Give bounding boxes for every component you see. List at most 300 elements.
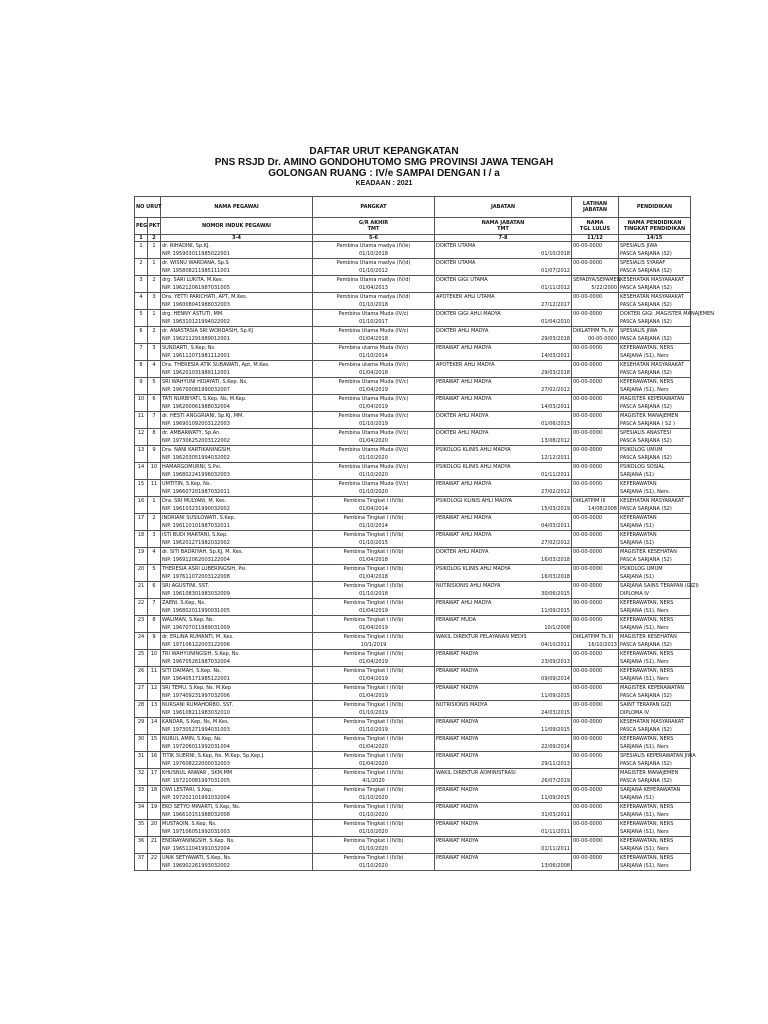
position-tmt: 01/04/2010 bbox=[541, 319, 570, 325]
rank-tmt: 01/04/2018 bbox=[359, 557, 388, 563]
cell-latihan bbox=[572, 242, 619, 259]
cell-peg: 7 bbox=[135, 344, 148, 361]
cell-peg: 29 bbox=[135, 718, 148, 735]
employee-name: Dra. SRI MULYANI, M. Kes. bbox=[162, 498, 227, 504]
rank: Pembina Utama Muda (IV/c) bbox=[338, 396, 409, 402]
education-level: SARJANA (S1), Ners bbox=[620, 387, 669, 393]
education-level: PASCA SARJANA (S2) bbox=[620, 506, 672, 512]
cell-latihan bbox=[572, 497, 619, 514]
position: PERAWAT AHLI MADYA bbox=[436, 481, 492, 487]
cell-latihan bbox=[572, 327, 619, 344]
position-tmt: 11/09/2015 bbox=[541, 608, 570, 614]
table-row bbox=[135, 837, 691, 854]
employee-nip: NIP. 196212061987031005 bbox=[162, 285, 230, 291]
position-tmt: 01/11/2011 bbox=[541, 829, 570, 835]
training-date: 00-00-0000 bbox=[587, 336, 617, 342]
cell-peg: 2 bbox=[135, 259, 148, 276]
training-name: 00-00-0000 bbox=[573, 396, 603, 402]
cell-peg: 24 bbox=[135, 633, 148, 650]
education: KESEHATAN MASYARAKAT bbox=[620, 498, 684, 504]
col-tmt-label: TMT bbox=[367, 226, 380, 232]
cell-pendidikan bbox=[619, 803, 691, 820]
employee-name: dr. RIHADINI, Sp.KJ. bbox=[162, 243, 211, 249]
cell-pangkat bbox=[313, 667, 435, 684]
position-tmt: 09/09/2014 bbox=[541, 676, 570, 682]
col-pangkat: PANGKAT bbox=[313, 197, 435, 218]
training-name: 00-00-0000 bbox=[573, 702, 603, 708]
position-tmt: 27/02/2012 bbox=[541, 540, 570, 546]
cell-jabatan bbox=[435, 667, 572, 684]
col-nama-jabatan bbox=[435, 218, 572, 235]
cell-pangkat bbox=[313, 259, 435, 276]
position-tmt: 01/06/2013 bbox=[541, 421, 570, 427]
title-line-1: DAFTAR URUT KEPANGKATAN bbox=[309, 146, 459, 157]
employee-nip: NIP. 197210081997031005 bbox=[162, 778, 230, 784]
position: DOKTER AHLI MADYA bbox=[436, 413, 489, 419]
education: KEPERAWATAN, NERS bbox=[620, 821, 674, 827]
cell-jabatan bbox=[435, 514, 572, 531]
cell-pangkat bbox=[313, 599, 435, 616]
rank: Pembina Tingkat I (IV/b) bbox=[343, 685, 404, 691]
rank-tmt: 01/04/2020 bbox=[359, 438, 388, 444]
personnel-table bbox=[134, 196, 715, 871]
employee-name: KHUSNUL ANWAR , SKM,MM bbox=[162, 770, 233, 776]
position-tmt: 01/11/2011 bbox=[541, 472, 570, 478]
position-tmt: 04/03/2011 bbox=[541, 523, 570, 529]
rank: Pembina Tingkat I (IV/b) bbox=[343, 753, 404, 759]
col-tmt2-label: TMT bbox=[497, 226, 509, 232]
position: DOKTER AHLI MADYA bbox=[436, 430, 489, 436]
education: KESEHATAN MASYARAKAT bbox=[620, 277, 684, 283]
cell-peg: 30 bbox=[135, 735, 148, 752]
cell-pkt: 10 bbox=[148, 650, 161, 667]
header-row-1 bbox=[135, 197, 691, 218]
cell-pendidikan bbox=[619, 378, 691, 395]
cell-nama bbox=[161, 531, 313, 548]
cell-nama bbox=[161, 514, 313, 531]
cell-peg: 28 bbox=[135, 701, 148, 718]
education: KEPERAWATAN, NERS bbox=[620, 838, 674, 844]
employee-name: SRI AGUSTINI, SST. bbox=[162, 583, 210, 589]
position: PERAWAT MADYA bbox=[436, 719, 479, 725]
cell-pangkat bbox=[313, 242, 435, 259]
rank: Pembina Tingkat I (IV/b) bbox=[343, 583, 404, 589]
table-row bbox=[135, 667, 691, 684]
rank: Pembina utama Muda (IV/c) bbox=[338, 362, 409, 368]
cell-pkt: 18 bbox=[148, 786, 161, 803]
cell-pangkat bbox=[313, 633, 435, 650]
employee-name: THERESIA ASRI LUBERINGSIH, Psi. bbox=[162, 566, 247, 572]
cell-nama bbox=[161, 463, 313, 480]
table-row bbox=[135, 361, 691, 378]
cell-latihan bbox=[572, 429, 619, 446]
col-no-urut: NO URUT bbox=[135, 197, 161, 218]
education-level: PASCA SARJANA (S2) bbox=[620, 251, 672, 257]
training-name: 00-00-0000 bbox=[573, 838, 603, 844]
cell-jabatan bbox=[435, 463, 572, 480]
cell-pangkat bbox=[313, 735, 435, 752]
cell-nama bbox=[161, 735, 313, 752]
col-nama-pegawai: NAMA PEGAWAI bbox=[161, 197, 313, 218]
position-tmt: 11/09/2015 bbox=[541, 727, 570, 733]
cell-pkt: 11 bbox=[148, 480, 161, 497]
cell-jabatan bbox=[435, 429, 572, 446]
cell-latihan bbox=[572, 480, 619, 497]
cell-pkt: 17 bbox=[148, 769, 161, 786]
cell-pangkat bbox=[313, 344, 435, 361]
cell-peg: 32 bbox=[135, 769, 148, 786]
education-level: SARJANA (S1), Ners bbox=[620, 608, 669, 614]
employee-nip: NIP. 197608222000032003 bbox=[162, 761, 230, 767]
rank-tmt: 01/04/2019 bbox=[359, 387, 388, 393]
table-row bbox=[135, 701, 691, 718]
employee-nip: NIP. 196203051994032002 bbox=[162, 455, 230, 461]
cell-jabatan bbox=[435, 276, 572, 293]
cell-latihan bbox=[572, 548, 619, 565]
cell-nama bbox=[161, 242, 313, 259]
position: PERAWAT AHLI MADYA bbox=[436, 515, 492, 521]
cell-pangkat bbox=[313, 446, 435, 463]
table-row bbox=[135, 752, 691, 769]
position-tmt: 15/03/2019 bbox=[541, 506, 570, 512]
education: KEPERAWATAN, NERS bbox=[620, 345, 674, 351]
training-name: 00-00-0000 bbox=[573, 345, 603, 351]
employee-nip: NIP. 197106122003122006 bbox=[162, 642, 230, 648]
employee-nip: NIP. 196607201987032011 bbox=[162, 489, 230, 495]
training-name: 00-00-0000 bbox=[573, 600, 603, 606]
employee-nip: NIP. 196103231990032002 bbox=[162, 506, 230, 512]
education-level: PASCA SARJANA (S2) bbox=[620, 642, 672, 648]
training-name: DIKLATPIM Tk.III bbox=[573, 634, 613, 640]
cell-nama bbox=[161, 548, 313, 565]
position: PERAWAT AHLI MADYA bbox=[436, 379, 492, 385]
table-row bbox=[135, 480, 691, 497]
education: KEPERAWATAN, NERS bbox=[620, 379, 674, 385]
table-row bbox=[135, 820, 691, 837]
position: PERAWAT MADYA bbox=[436, 651, 479, 657]
cell-nama bbox=[161, 276, 313, 293]
education: KEPERAWATAN, NERS bbox=[620, 804, 674, 810]
cell-nama bbox=[161, 667, 313, 684]
cell-pkt: 3 bbox=[148, 344, 161, 361]
cell-latihan bbox=[572, 820, 619, 837]
cell-pendidikan bbox=[619, 310, 715, 327]
cell-pendidikan bbox=[619, 242, 691, 259]
employee-name: Dra. THERESIA ATIK SUBAWATI, Apt, M.Kes. bbox=[162, 362, 270, 368]
cell-peg: 27 bbox=[135, 684, 148, 701]
cell-pendidikan bbox=[619, 752, 696, 769]
position-tmt: 16/03/2018 bbox=[541, 557, 570, 563]
employee-name: dr. AMBARWATY, Sp.An. bbox=[162, 430, 221, 436]
table-row bbox=[135, 582, 691, 599]
cell-pangkat bbox=[313, 769, 435, 786]
cell-latihan bbox=[572, 599, 619, 616]
rank-tmt: 01/10/2020 bbox=[359, 472, 388, 478]
education: DOKTER GIGI ,MAGISTER MANAJEMEN bbox=[620, 311, 715, 317]
position-tmt: 29/03/2018 bbox=[541, 336, 570, 342]
employee-name: SUNDARTI, S.Kep, Ns. bbox=[162, 345, 216, 351]
table-row bbox=[135, 633, 691, 650]
employee-name: SRI TEMU, S.Kep, Ns. M.Kep bbox=[162, 685, 232, 691]
employee-nip: NIP. 196707011989031009 bbox=[162, 625, 230, 631]
table-row bbox=[135, 718, 691, 735]
cell-latihan bbox=[572, 259, 619, 276]
rank-tmt: 01/04/2019 bbox=[359, 659, 388, 665]
education-level: PASCA SARJANA (S2) bbox=[620, 404, 672, 410]
position-tmt: 11/09/2015 bbox=[541, 693, 570, 699]
cell-pendidikan bbox=[619, 616, 691, 633]
employee-nip: NIP. 196901092003122003 bbox=[162, 421, 230, 427]
cell-pendidikan bbox=[619, 786, 691, 803]
position: PSIKOLOGI KLINIS AHLI MADYA bbox=[436, 498, 513, 504]
cell-latihan bbox=[572, 361, 619, 378]
position: PERAWAT MUDA bbox=[436, 617, 477, 623]
cell-jabatan bbox=[435, 361, 572, 378]
cell-pkt: 4 bbox=[148, 361, 161, 378]
rank-tmt: 01/10/2019 bbox=[359, 421, 388, 427]
cell-pkt: 12 bbox=[148, 684, 161, 701]
cell-jabatan bbox=[435, 616, 572, 633]
employee-nip: NIP. 196511041991032004 bbox=[162, 846, 230, 852]
training-name: 00-00-0000 bbox=[573, 719, 603, 725]
cell-pangkat bbox=[313, 293, 435, 310]
table-row bbox=[135, 548, 691, 565]
cell-pendidikan bbox=[619, 497, 691, 514]
cell-pendidikan bbox=[619, 769, 691, 786]
cell-nama bbox=[161, 412, 313, 429]
cell-jabatan bbox=[435, 446, 572, 463]
cell-peg: 19 bbox=[135, 548, 148, 565]
rank-tmt: 01/10/2019 bbox=[359, 710, 388, 716]
rank-tmt: 01/10/2015 bbox=[359, 540, 388, 546]
cell-pangkat bbox=[313, 463, 435, 480]
col-num-2: 2 bbox=[148, 235, 161, 242]
cell-pangkat bbox=[313, 395, 435, 412]
cell-peg: 23 bbox=[135, 616, 148, 633]
cell-latihan bbox=[572, 616, 619, 633]
cell-peg: 17 bbox=[135, 514, 148, 531]
title-line-3: GOLONGAN RUANG : IV/e SAMPAI DENGAN I / a bbox=[268, 168, 500, 179]
training-date: 5/22/2000 bbox=[591, 285, 617, 291]
cell-pkt: 13 bbox=[148, 701, 161, 718]
col-jabatan: JABATAN bbox=[435, 197, 572, 218]
rank: Pembina Tingkat I (IV/b) bbox=[343, 498, 404, 504]
education-level: PASCA SARJANA (S2) bbox=[620, 778, 672, 784]
training-date: 16/10/2013 bbox=[588, 642, 617, 648]
rank-tmt: 01/10/2014 bbox=[359, 353, 388, 359]
cell-nama bbox=[161, 344, 313, 361]
rank: Pembina Tingkat I (IV/b) bbox=[343, 855, 404, 861]
cell-pendidikan bbox=[619, 837, 691, 854]
rank-tmt: 01/04/2013 bbox=[359, 285, 388, 291]
rank-tmt: 01/10/2019 bbox=[359, 727, 388, 733]
employee-name: MUSTAQIN, S.Kep, Ns. bbox=[162, 821, 217, 827]
training-name: 00-00-0000 bbox=[573, 515, 603, 521]
rank-tmt: 01/04/2014 bbox=[359, 506, 388, 512]
employee-name: UMTITIN, S.Kep, Ns. bbox=[162, 481, 212, 487]
col-nama-latihan bbox=[572, 218, 619, 235]
cell-peg: 6 bbox=[135, 327, 148, 344]
cell-latihan bbox=[572, 667, 619, 684]
rank: Pembina Tingkat I (IV/b) bbox=[343, 821, 404, 827]
education-level: PASCA SARJANA (S2) bbox=[620, 693, 672, 699]
col-gr-akhir-label: G/R AKHIR bbox=[358, 220, 389, 226]
training-name: 00-00-0000 bbox=[573, 362, 603, 368]
rank-tmt: 01/04/2019 bbox=[359, 676, 388, 682]
cell-latihan bbox=[572, 446, 619, 463]
col-gr-akhir bbox=[313, 218, 435, 235]
position: PERAWAT MADYA bbox=[436, 736, 479, 742]
rank-tmt: 01/04/2020 bbox=[359, 744, 388, 750]
rank-tmt: 01/04/2019 bbox=[359, 608, 388, 614]
training-name: 00-00-0000 bbox=[573, 583, 603, 589]
cell-peg: 8 bbox=[135, 361, 148, 378]
employee-nip: NIP. 196200061988032004 bbox=[162, 404, 230, 410]
table-row bbox=[135, 769, 691, 786]
rank: Pembina Utama madya (IV/e) bbox=[336, 243, 411, 249]
employee-name: ZAENI, S.Kep, Ns. bbox=[162, 600, 206, 606]
position-tmt: 11/09/2015 bbox=[541, 795, 570, 801]
cell-latihan bbox=[572, 378, 619, 395]
cell-pangkat bbox=[313, 514, 435, 531]
cell-pendidikan bbox=[619, 514, 691, 531]
training-name: 00-00-0000 bbox=[573, 566, 603, 572]
cell-jabatan bbox=[435, 718, 572, 735]
rank: Pembina Tingkat I (IV/b) bbox=[343, 549, 404, 555]
employee-nip: NIP. 195808211985111001 bbox=[162, 268, 230, 274]
employee-name: TRI WAHYUNINGSIH, S.Kep, Ns. bbox=[162, 651, 240, 657]
cell-pkt: 2 bbox=[148, 327, 161, 344]
rank: Pembina Utama Muda (IV/c) bbox=[338, 464, 409, 470]
table-row bbox=[135, 463, 691, 480]
employee-nip: NIP. 196802011990031005 bbox=[162, 608, 230, 614]
cell-pendidikan bbox=[619, 531, 691, 548]
rank-tmt: 01/04/2019 bbox=[359, 693, 388, 699]
position: DOKTER AHLI MADYA bbox=[436, 549, 489, 555]
education: SPESIALIS ANASTESI bbox=[620, 430, 672, 436]
cell-pendidikan bbox=[619, 667, 691, 684]
employee-name: TITIK SUERNI, S.Kep, Ns. M.Kep, Sp.Kep.J. bbox=[162, 753, 265, 759]
training-name: 00-00-0000 bbox=[573, 413, 603, 419]
cell-pendidikan bbox=[619, 633, 691, 650]
employee-name: drg. SARI LUKITA, M.Kes. bbox=[162, 277, 224, 283]
cell-pangkat bbox=[313, 310, 435, 327]
education: KEPERAWATAN, NERS bbox=[620, 736, 674, 742]
cell-pkt: 6 bbox=[148, 582, 161, 599]
cell-peg: 22 bbox=[135, 599, 148, 616]
col-num-7-8: 7-8 bbox=[435, 235, 572, 242]
position: DOKTER GIGI UTAMA bbox=[436, 277, 488, 283]
cell-pangkat bbox=[313, 820, 435, 837]
cell-pendidikan bbox=[619, 446, 691, 463]
col-nama-jabatan-label: NAMA JABATAN bbox=[481, 220, 525, 226]
cell-jabatan bbox=[435, 803, 572, 820]
cell-pendidikan bbox=[619, 684, 691, 701]
cell-latihan bbox=[572, 752, 619, 769]
employee-name: TATI NURBIYATI, S.Kep, Ns, M.Kep. bbox=[162, 396, 247, 402]
education: KEPERAWATAN, NERS bbox=[620, 600, 674, 606]
position: APOTEKER AHLI MADYA bbox=[436, 362, 495, 368]
cell-jabatan bbox=[435, 752, 572, 769]
position: DOKTER GIGI AHLI MADYA bbox=[436, 311, 501, 317]
cell-pendidikan bbox=[619, 463, 691, 480]
cell-pangkat bbox=[313, 837, 435, 854]
cell-nama bbox=[161, 684, 313, 701]
education-level: SARJANA (S1), Ners bbox=[620, 676, 669, 682]
rank: Pembina Tingkat I (IV/b) bbox=[343, 532, 404, 538]
position-tmt: 30/06/2015 bbox=[541, 591, 570, 597]
position-tmt: 04/10/2011 bbox=[541, 642, 570, 648]
position: NUTRISIONIS MADYA bbox=[436, 702, 488, 708]
cell-pkt: 5 bbox=[148, 565, 161, 582]
position-tmt: 01/11/2012 bbox=[541, 285, 570, 291]
cell-pkt: 10 bbox=[148, 463, 161, 480]
cell-nama bbox=[161, 429, 313, 446]
cell-pkt: 7 bbox=[148, 599, 161, 616]
col-nama-lat-label: NAMA bbox=[586, 220, 604, 226]
cell-nama bbox=[161, 616, 313, 633]
position-tmt: 13/06/2008 bbox=[541, 863, 570, 869]
education: MAGISTER MANAJEMEN bbox=[620, 413, 679, 419]
col-nip: NOMOR INDUK PEGAWAI bbox=[161, 218, 313, 235]
rank: Pembina Tingkat I (IV/b) bbox=[343, 719, 404, 725]
rank-tmt: 01/10/2020 bbox=[359, 863, 388, 869]
rank: Pembina Tingkat I (IV/b) bbox=[343, 787, 404, 793]
rank: Pembina Utama Muda (IV/c) bbox=[338, 413, 409, 419]
cell-peg: 37 bbox=[135, 854, 148, 871]
cell-jabatan bbox=[435, 548, 572, 565]
cell-pkt: 3 bbox=[148, 531, 161, 548]
education: MAGISTER KEPERAWATAN bbox=[620, 685, 685, 691]
training-name: 00-00-0000 bbox=[573, 447, 603, 453]
education: KESEHATAN MASYARAKAT bbox=[620, 719, 684, 725]
education-level: PASCA SARJANA (S2) bbox=[620, 761, 672, 767]
education-level: SARJANA (S1), Ners bbox=[620, 829, 669, 835]
training-name: 00-00-0000 bbox=[573, 464, 603, 470]
cell-jabatan bbox=[435, 395, 572, 412]
cell-peg: 9 bbox=[135, 378, 148, 395]
education-level: SARJANA (S1), Ners bbox=[620, 625, 669, 631]
cell-pangkat bbox=[313, 701, 435, 718]
employee-name: NURUL AMIN, S.Kep, Ns. bbox=[162, 736, 223, 742]
rank: Pembina Tingkat I (IV/b) bbox=[343, 736, 404, 742]
rank-tmt: 01/10/2018 bbox=[359, 251, 388, 257]
col-num-11-12: 11/12 bbox=[572, 235, 619, 242]
cell-nama bbox=[161, 820, 313, 837]
cell-pangkat bbox=[313, 650, 435, 667]
employee-nip: NIP. 196201031989112001 bbox=[162, 370, 230, 376]
rank-tmt: 01/10/2020 bbox=[359, 795, 388, 801]
education: KEPERAWATAN bbox=[620, 481, 657, 487]
education: SPESIALIS JIWA bbox=[620, 328, 658, 334]
training-name: 00-00-0000 bbox=[573, 379, 603, 385]
employee-name: ENDRAYANINGSIH, S.Kep. Ns. bbox=[162, 838, 235, 844]
table-row bbox=[135, 242, 691, 259]
col-tingkat-pend-label: TINGKAT PENDIDIKAN bbox=[623, 226, 686, 232]
training-name: 00-00-0000 bbox=[573, 549, 603, 555]
training-name: 00-00-0000 bbox=[573, 685, 603, 691]
cell-pkt: 21 bbox=[148, 837, 161, 854]
document-header bbox=[0, 146, 768, 188]
position-tmt: 10/1/2008 bbox=[544, 625, 570, 631]
position: PERAWAT AHLI MADYA bbox=[436, 532, 492, 538]
employee-name: NURSANI RUMAHORBO, SST. bbox=[162, 702, 234, 708]
cell-pkt: 9 bbox=[148, 446, 161, 463]
employee-name: Dra. YETTI PARICHATI, APT, M.Kes. bbox=[162, 294, 248, 300]
education-level: SARJANA (S1) bbox=[620, 523, 654, 529]
cell-jabatan bbox=[435, 650, 572, 667]
cell-jabatan bbox=[435, 497, 572, 514]
